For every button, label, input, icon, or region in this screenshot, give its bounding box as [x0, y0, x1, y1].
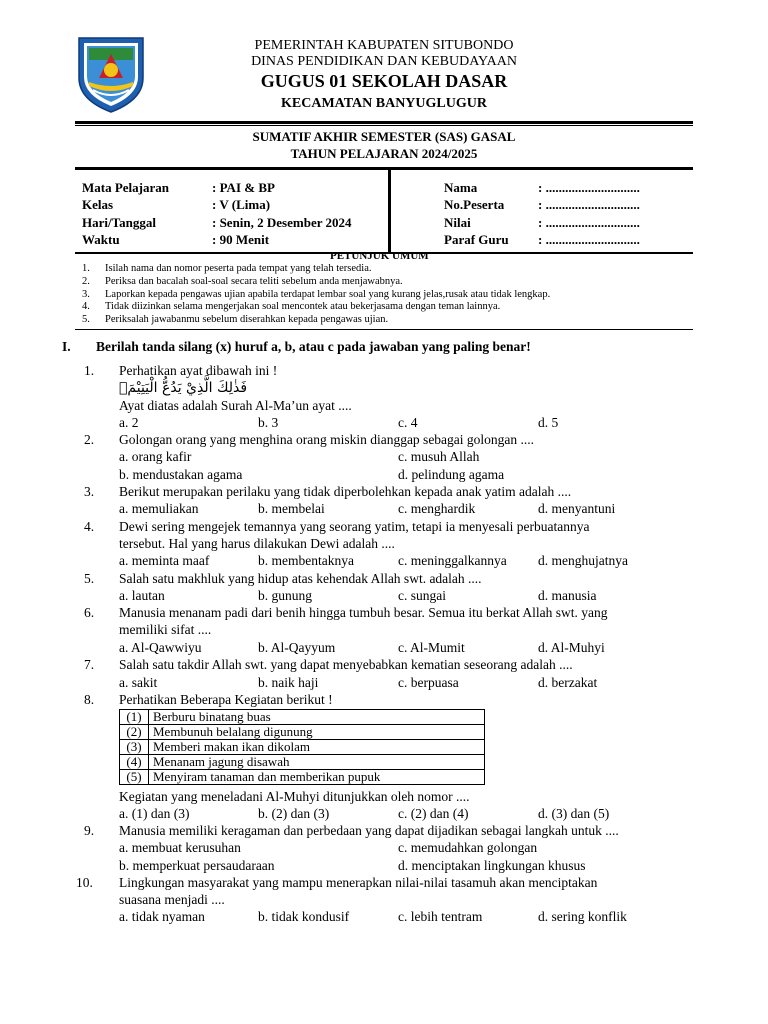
option-b[interactable]: b. naik haji	[258, 675, 319, 690]
option-a[interactable]: a. 2	[119, 415, 139, 430]
option-b[interactable]: b. 3	[258, 415, 279, 430]
question-number: 10.	[76, 875, 93, 890]
table-row	[120, 725, 485, 740]
question-number: 5.	[84, 571, 95, 586]
question-text: Berikut merupakan perilaku yang tidak diperbolehkan kepada anak yatim adalah ....	[119, 484, 572, 499]
option-b[interactable]: b. Al-Qayyum	[258, 640, 336, 655]
option-b[interactable]: b. membelai	[258, 501, 325, 516]
score-label: Nilai	[444, 215, 471, 230]
option-b[interactable]: b. membentaknya	[258, 553, 354, 568]
question-number: 4.	[84, 519, 95, 534]
instruction-text: Tidak diizinkan selama mengerjakan soal mencontek atau bekerjasama dengan teman lainnya.	[105, 301, 501, 312]
participant-number-label: No.Peserta	[444, 197, 505, 212]
table-cell-number: (4)	[120, 755, 149, 770]
section-number: I.	[62, 339, 71, 354]
subject-label: Mata Pelajaran	[82, 180, 170, 195]
table-cell-activity: Menyiram tanaman dan memberikan pupuk	[149, 770, 485, 785]
instruction-text: Periksalah jawabanmu sebelum diserahkan kepada pengawas ujian.	[105, 314, 389, 325]
option-a[interactable]: a. memuliakan	[119, 501, 199, 516]
question-text: Ayat diatas adalah Surah Al-Ma’un ayat ....	[119, 398, 352, 413]
header-government: PEMERINTAH KABUPATEN SITUBONDO	[254, 38, 514, 53]
table-cell-number: (5)	[120, 770, 149, 785]
table-row	[120, 740, 485, 755]
question-text: Manusia menanam padi dari benih hingga tumbuh besar. Semua itu berkat Allah swt. yang	[119, 605, 608, 620]
instruction-number: 3.	[82, 289, 90, 300]
table-cell-number: (2)	[120, 725, 149, 740]
table-row	[120, 770, 485, 785]
question-text: memiliki sifat ....	[119, 622, 212, 637]
instruction-number: 4.	[82, 301, 90, 312]
option-a[interactable]: a. meminta maaf	[119, 553, 210, 568]
instruction-text: Laporkan kepada pengawas ujian apabila terdapat lembar soal yang kurang jelas,rusak atau tidak lengkap.	[105, 289, 551, 300]
subject-value: : PAI & BP	[212, 180, 275, 195]
date-value: : Senin, 2 Desember 2024	[212, 215, 352, 230]
option-b[interactable]: b. memperkuat persaudaraan	[119, 858, 275, 873]
question-number: 7.	[84, 657, 95, 672]
question-number: 9.	[84, 823, 95, 838]
option-c[interactable]: c. memudahkan golongan	[398, 840, 538, 855]
question-text: Kegiatan yang meneladani Al-Muhyi ditunjukkan oleh nomor ....	[119, 789, 470, 804]
instruction-number: 5.	[82, 314, 90, 325]
option-d[interactable]: d. menyantuni	[538, 501, 616, 516]
name-label: Nama	[444, 180, 478, 195]
option-c[interactable]: c. lebih tentram	[398, 909, 483, 924]
question-text: Manusia memiliki keragaman dan perbedaan yang dapat dijadikan sebagai langkah untuk ....	[119, 823, 619, 838]
option-c[interactable]: c. Al-Mumit	[398, 640, 465, 655]
option-c[interactable]: c. menghardik	[398, 501, 476, 516]
option-d[interactable]: d. 5	[538, 415, 559, 430]
option-d[interactable]: d. menghujatnya	[538, 553, 628, 568]
participant-number-field[interactable]: : .............................	[538, 197, 640, 212]
option-c[interactable]: c. 4	[398, 415, 418, 430]
header-rule-thin	[75, 125, 693, 126]
activity-table	[119, 709, 485, 785]
option-d[interactable]: d. Al-Muhyi	[538, 640, 605, 655]
table-cell-number: (1)	[120, 710, 149, 725]
question-text: Perhatikan ayat dibawah ini !	[119, 363, 278, 378]
header-department: DINAS PENDIDIKAN DAN KEBUDAYAAN	[251, 54, 517, 69]
option-b[interactable]: b. (2) dan (3)	[258, 806, 330, 821]
teacher-signature-label: Paraf Guru	[444, 232, 509, 247]
option-a[interactable]: a. Al-Qawwiyu	[119, 640, 202, 655]
question-text: Lingkungan masyarakat yang mampu menerapkan nilai-nilai tasamuh akan menciptakan	[119, 875, 598, 890]
option-b[interactable]: b. tidak kondusif	[258, 909, 350, 924]
table-row	[120, 755, 485, 770]
question-text: tersebut. Hal yang harus dilakukan Dewi adalah ....	[119, 536, 395, 551]
option-d[interactable]: d. berzakat	[538, 675, 598, 690]
option-d[interactable]: d. pelindung agama	[398, 467, 505, 482]
time-label: Waktu	[82, 232, 120, 247]
table-row	[120, 710, 485, 725]
score-field[interactable]: : .............................	[538, 215, 640, 230]
question-text: Perhatikan Beberapa Kegiatan berikut !	[119, 692, 333, 707]
table-cell-activity: Menanam jagung disawah	[149, 755, 485, 770]
header-rule-thick	[75, 121, 693, 124]
option-a[interactable]: a. lautan	[119, 588, 165, 603]
option-c[interactable]: c. berpuasa	[398, 675, 459, 690]
instruction-text: Isilah nama dan nomor peserta pada tempat yang telah tersedia.	[105, 263, 372, 274]
regency-emblem	[75, 34, 147, 114]
option-c[interactable]: c. (2) dan (4)	[398, 806, 469, 821]
class-label: Kelas	[82, 197, 114, 212]
arabic-verse: فَذٰلِكَ الَّذِيْ يَدُعُّ الْيَتِيْمَۙ	[119, 380, 248, 396]
info-box-top	[75, 167, 693, 170]
info-box-divider	[388, 170, 391, 252]
option-d[interactable]: d. menciptakan lingkungan khusus	[398, 858, 586, 873]
question-number: 1.	[84, 363, 95, 378]
section-instruction: Berilah tanda silang (x) huruf a, b, atau c pada jawaban yang paling benar!	[96, 339, 531, 354]
option-a[interactable]: a. tidak nyaman	[119, 909, 205, 924]
table-cell-activity: Memberi makan ikan dikolam	[149, 740, 485, 755]
option-b[interactable]: b. gunung	[258, 588, 312, 603]
instruction-number: 1.	[82, 263, 90, 274]
option-c[interactable]: c. sungai	[398, 588, 446, 603]
option-c[interactable]: c. meninggalkannya	[398, 553, 507, 568]
name-field[interactable]: : .............................	[538, 180, 640, 195]
question-number: 2.	[84, 432, 95, 447]
option-a[interactable]: a. sakit	[119, 675, 158, 690]
header-district: KECAMATAN BANYUGLUGUR	[281, 96, 487, 111]
option-d[interactable]: d. sering konflik	[538, 909, 627, 924]
option-b[interactable]: b. mendustakan agama	[119, 467, 243, 482]
instructions-rule	[75, 329, 693, 330]
class-value: : V (Lima)	[212, 197, 271, 212]
option-a[interactable]: a. orang kafir	[119, 449, 192, 464]
question-text: Salah satu takdir Allah swt. yang dapat menyebabkan kematian seseorang adalah ....	[119, 657, 573, 672]
question-text: Salah satu makhluk yang hidup atas kehendak Allah swt. adalah ....	[119, 571, 482, 586]
table-cell-activity: Membunuh belalang digunung	[149, 725, 485, 740]
date-label: Hari/Tanggal	[82, 215, 156, 230]
option-d[interactable]: d. manusia	[538, 588, 597, 603]
header-school-group: GUGUS 01 SEKOLAH DASAR	[260, 71, 508, 91]
question-number: 6.	[84, 605, 95, 620]
teacher-signature-field[interactable]: : .............................	[538, 232, 640, 247]
time-value: : 90 Menit	[212, 232, 270, 247]
option-c[interactable]: c. musuh Allah	[398, 449, 480, 464]
question-text: Golongan orang yang menghina orang miskin dianggap sebagai golongan ....	[119, 432, 535, 447]
question-text: Dewi sering mengejek temannya yang seorang yatim, tetapi ia menyesali perbuatannya	[119, 519, 590, 534]
instructions-title: PETUNJUK UMUM	[330, 250, 429, 262]
table-cell-activity: Berburu binatang buas	[149, 710, 485, 725]
instruction-number: 2.	[82, 276, 90, 287]
exam-title: SUMATIF AKHIR SEMESTER (SAS) GASAL	[252, 129, 516, 144]
question-number: 3.	[84, 484, 95, 499]
option-a[interactable]: a. (1) dan (3)	[119, 806, 190, 821]
option-d[interactable]: d. (3) dan (5)	[538, 806, 610, 821]
option-a[interactable]: a. membuat kerusuhan	[119, 840, 241, 855]
question-text: suasana menjadi ....	[119, 892, 225, 907]
question-number: 8.	[84, 692, 95, 707]
table-cell-number: (3)	[120, 740, 149, 755]
exam-year: TAHUN PELAJARAN 2024/2025	[290, 146, 478, 161]
instruction-text: Periksa dan bacalah soal-soal secara teliti sebelum anda menjawabnya.	[105, 276, 403, 287]
